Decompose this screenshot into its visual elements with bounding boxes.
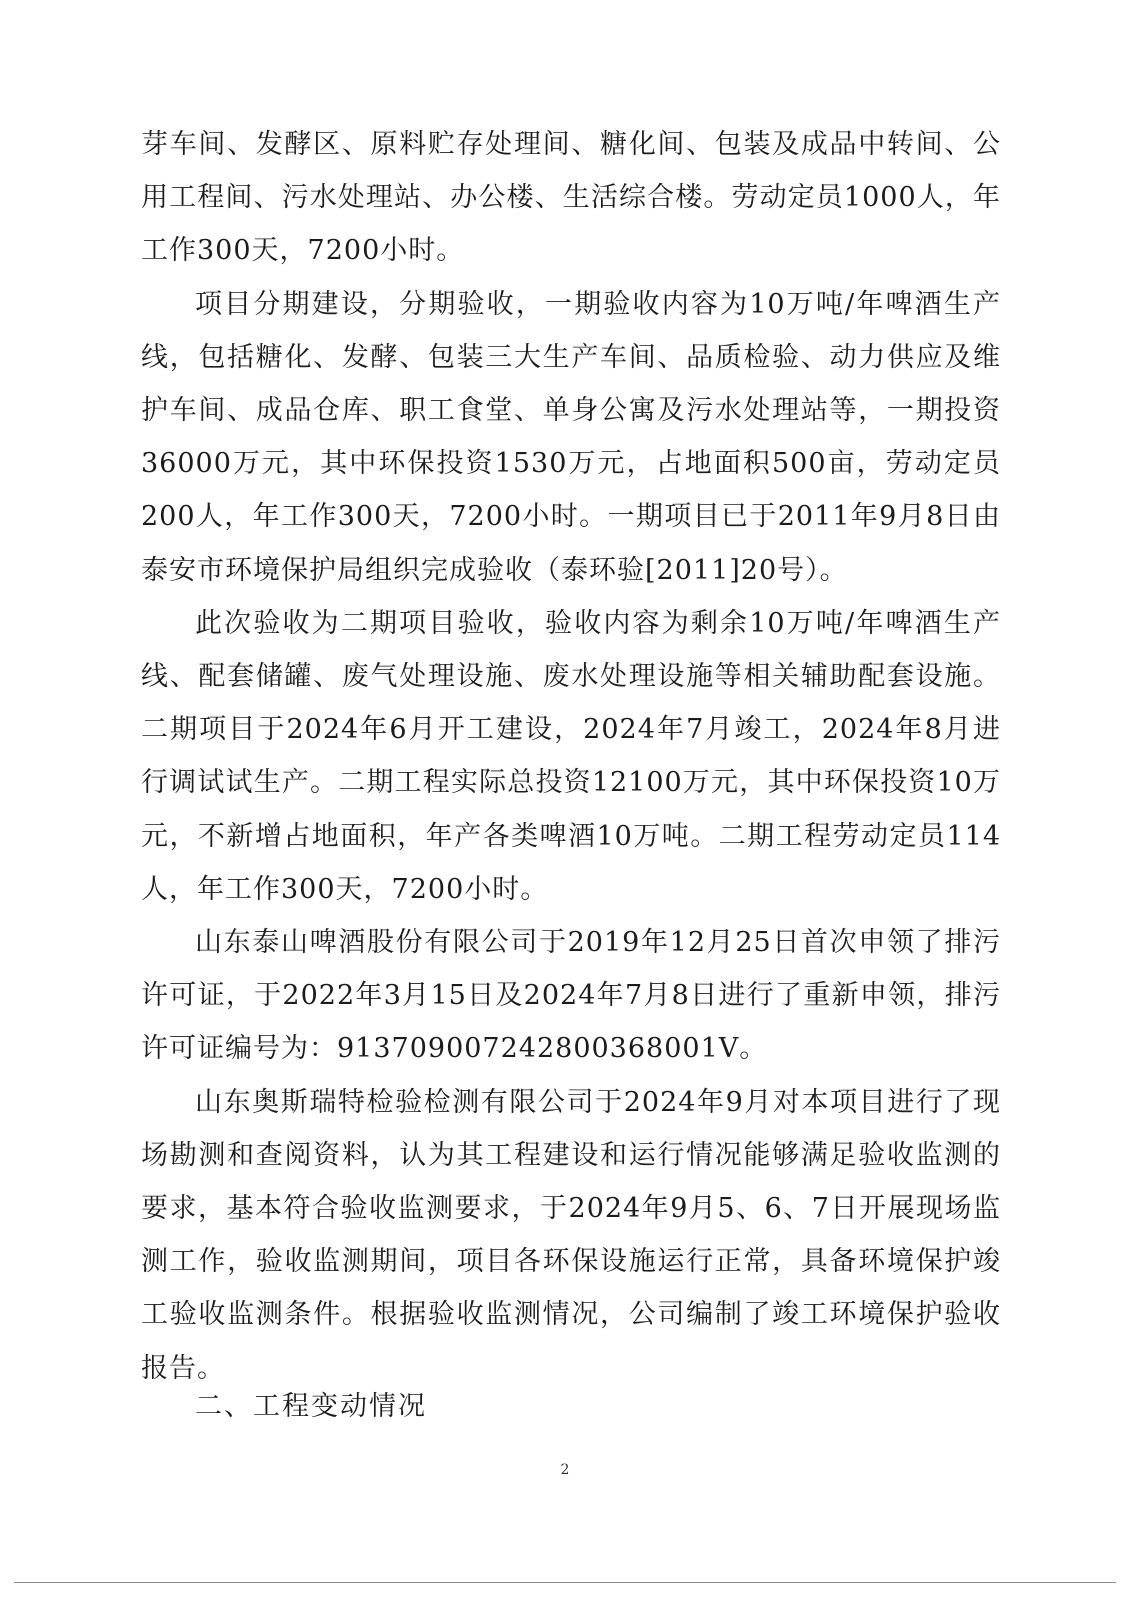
paragraph-phase-two-acceptance: 此次验收为二期项目验收，验收内容为剩余10万吨/年啤酒生产线、配套储罐、废气处理设施、废水处理设施等相关辅助配套设施。二期项目于2024年6月开工建设，2024年7月竣工，2024年8月进行调试试生产。二期工程实际总投资12100万元，其中环保投资10万元，不新增占地面积，年产各类啤酒10万吨。二期工程劳动定员114人，年工作300天，7200小时。	[141, 607, 1001, 905]
paragraph-monitoring: 山东奥斯瑞特检验检测有限公司于2024年9月对本项目进行了现场勘测和查阅资料，认为其工程建设和运行情况能够满足验收监测的要求，基本符合验收监测要求，于2024年9月5、6、7日开展现场监测工作，验收监测期间，项目各环保设施运行正常，具备环境保护竣工验收监测条件。根据验收监测情况，公司编制了竣工环境保护验收报告。	[141, 1086, 1001, 1384]
paragraph-phase-construction: 项目分期建设，分期验收，一期验收内容为10万吨/年啤酒生产线，包括糖化、发酵、包装三大生产车间、品质检验、动力供应及维护车间、成品仓库、职工食堂、单身公寓及污水处理站等，一期投资36000万元，其中环保投资1530万元，占地面积500亩，劳动定员200人，年工作300天，7200小时。一期项目已于2011年9月8日由泰安市环境保护局组织完成验收（泰环验[2011]20号）。	[141, 288, 1001, 586]
paragraph-discharge-permit: 山东泰山啤酒股份有限公司于2019年12月25日首次申领了排污许可证，于2022年3月15日及2024年7月8日进行了重新申领，排污许可证编号为：91370900724280036800​1V。	[141, 927, 1001, 1065]
page-number: 2	[560, 1462, 570, 1478]
bottom-divider	[14, 1582, 1116, 1583]
body-text	[141, 118, 1001, 1395]
section-heading: 二、工程变动情况	[195, 1391, 427, 1422]
paragraph-continuation: 芽车间、发酵区、原料贮存处理间、糖化间、包装及成品中转间、公用工程间、污水处理站、办公楼、生活综合楼。劳动定员1000人，年工作300天，7200小时。	[141, 129, 1001, 267]
